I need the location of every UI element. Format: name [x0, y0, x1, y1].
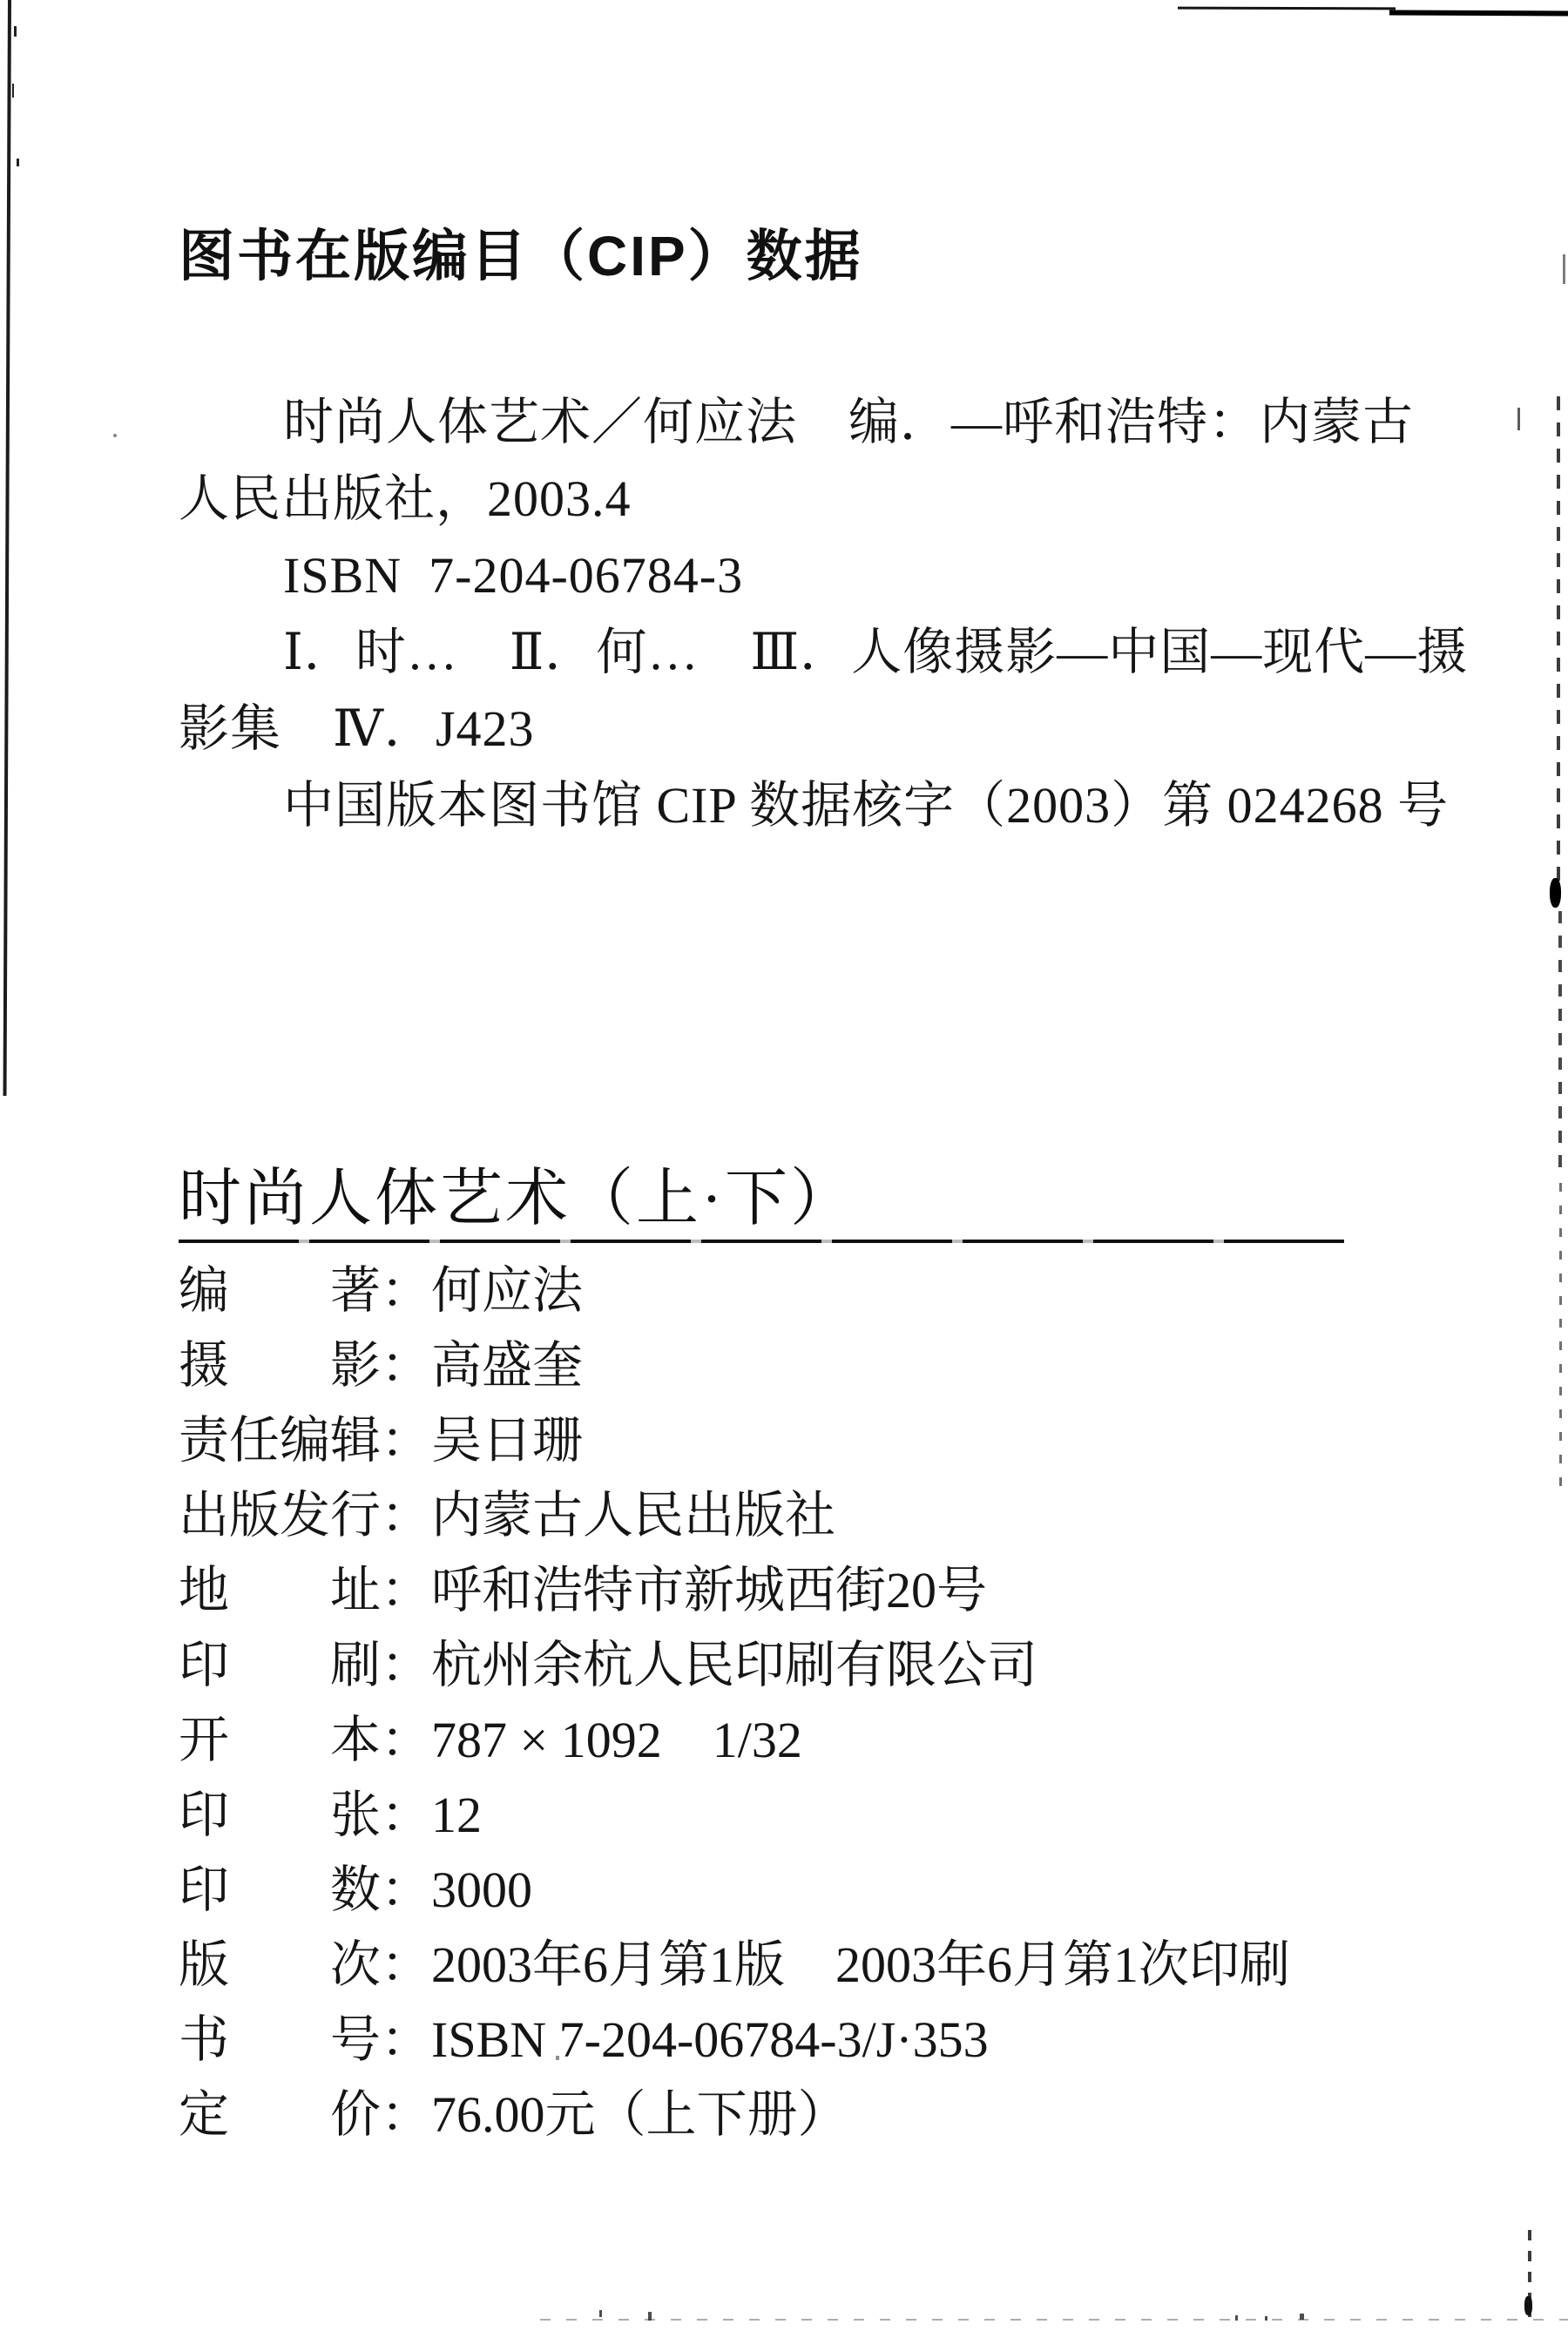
colophon-label: 出版发行	[179, 1487, 382, 1544]
colophon-colon: ：	[381, 1712, 432, 1768]
colophon-colon: ：	[381, 2011, 432, 2068]
colophon-colon: ：	[381, 1787, 432, 1843]
colophon-label: 责任编辑	[179, 1412, 382, 1469]
scan-artifact-right-edge-streak	[1559, 1183, 1562, 1497]
colophon-value: 787 × 1092 1/32	[431, 1712, 802, 1768]
cip-line-classification: 影集 Ⅳ．J423	[179, 700, 535, 757]
cip-line: 人民出版社，2003.4	[179, 470, 632, 527]
scan-artifact	[1563, 254, 1565, 284]
colophon-value: 呼和浩特市新城西街20号	[431, 1562, 988, 1618]
cip-line-isbn: ISBN 7-204-06784-3	[283, 547, 744, 604]
colophon-colon: ：	[381, 1262, 432, 1319]
colophon-label: 版次	[179, 1936, 381, 1993]
scan-artifact	[599, 2310, 602, 2317]
colophon-value: 3000	[431, 1861, 532, 1918]
colophon-value: 2003年6月第1版 2003年6月第1次印刷	[431, 1936, 1291, 1993]
colophon-label: 地址	[179, 1562, 381, 1618]
colophon-row	[179, 1262, 1398, 1340]
colophon-row	[179, 1412, 1398, 1490]
cip-header: 图书在版编目（CIP）数据	[179, 225, 863, 287]
colophon-row	[179, 1789, 1398, 1864]
scan-artifact	[1550, 878, 1561, 908]
colophon-value: 76.00元（上下册）	[431, 2086, 848, 2143]
colophon-label: 印数	[179, 1861, 381, 1918]
colophon-row	[179, 1936, 1398, 2014]
colophon	[179, 1262, 1398, 2164]
scan-artifact	[1235, 2315, 1238, 2321]
colophon-row	[179, 2086, 1398, 2164]
colophon-colon: ：	[381, 1412, 432, 1469]
scan-artifact	[1517, 408, 1520, 430]
colophon-row	[179, 1564, 1398, 1639]
colophon-value: 12	[431, 1787, 482, 1843]
scan-artifact-bottom-dashed-line	[540, 2319, 1568, 2321]
scan-artifact	[14, 26, 17, 37]
colophon-label: 印刷	[179, 1637, 381, 1693]
scan-artifact-left-edge-line	[3, 0, 11, 1096]
scan-artifact-right-edge-streak	[1558, 911, 1562, 1172]
colophon-label: 开本	[179, 1712, 381, 1768]
scan-artifact-top-line	[1389, 10, 1568, 17]
scan-artifact-right-edge-streak	[1557, 396, 1560, 884]
colophon-label: 印张	[179, 1787, 381, 1843]
cip-line-classification: Ⅰ．时… Ⅱ．何… Ⅲ．人像摄影—中国—现代—摄	[283, 624, 1469, 680]
book-title: 时尚人体艺术（上·下）	[179, 1164, 855, 1233]
colophon-row	[179, 1487, 1398, 1564]
colophon-colon: ：	[381, 1562, 432, 1618]
title-underline	[179, 1240, 1344, 1243]
colophon-colon: ：	[381, 2086, 432, 2143]
colophon-value: 吴日珊	[431, 1412, 584, 1469]
colophon-row	[179, 1861, 1398, 1939]
colophon-value: 何应法	[431, 1262, 584, 1319]
scan-artifact	[1265, 2316, 1267, 2321]
colophon-row	[179, 1714, 1398, 1789]
scan-artifact	[113, 434, 117, 437]
colophon-value: ISBN 7-204-06784-3/J·353	[431, 2011, 989, 2068]
colophon-value: 杭州余杭人民印刷有限公司	[431, 1637, 1038, 1693]
colophon-value: 高盛奎	[431, 1337, 584, 1394]
colophon-row	[179, 1337, 1398, 1415]
scan-artifact	[12, 84, 14, 98]
scan-artifact	[1524, 2296, 1532, 2315]
scan-artifact	[1300, 2314, 1304, 2320]
colophon-label: 摄影	[179, 1337, 381, 1394]
colophon-label: 书号	[179, 2011, 381, 2068]
colophon-label: 定价	[179, 2086, 381, 2143]
cip-line: 时尚人体艺术／何应法 编．—呼和浩特：内蒙古	[283, 394, 1415, 450]
scan-artifact-top-line	[1178, 7, 1396, 10]
colophon-colon: ：	[381, 1936, 432, 1993]
colophon-row	[179, 1639, 1398, 1714]
colophon-colon: ：	[381, 1487, 432, 1544]
colophon-colon: ：	[381, 1861, 432, 1918]
scan-artifact	[648, 2312, 652, 2321]
colophon-row	[179, 2011, 1398, 2089]
colophon-value: 内蒙古人民出版社	[431, 1487, 836, 1544]
colophon-colon: ：	[381, 1337, 432, 1394]
cip-line-record-number: 中国版本图书馆 CIP 数据核字（2003）第 024268 号	[283, 777, 1450, 834]
scan-artifact	[17, 159, 19, 166]
colophon-colon: ：	[381, 1637, 432, 1693]
colophon-label: 编著	[179, 1262, 381, 1319]
